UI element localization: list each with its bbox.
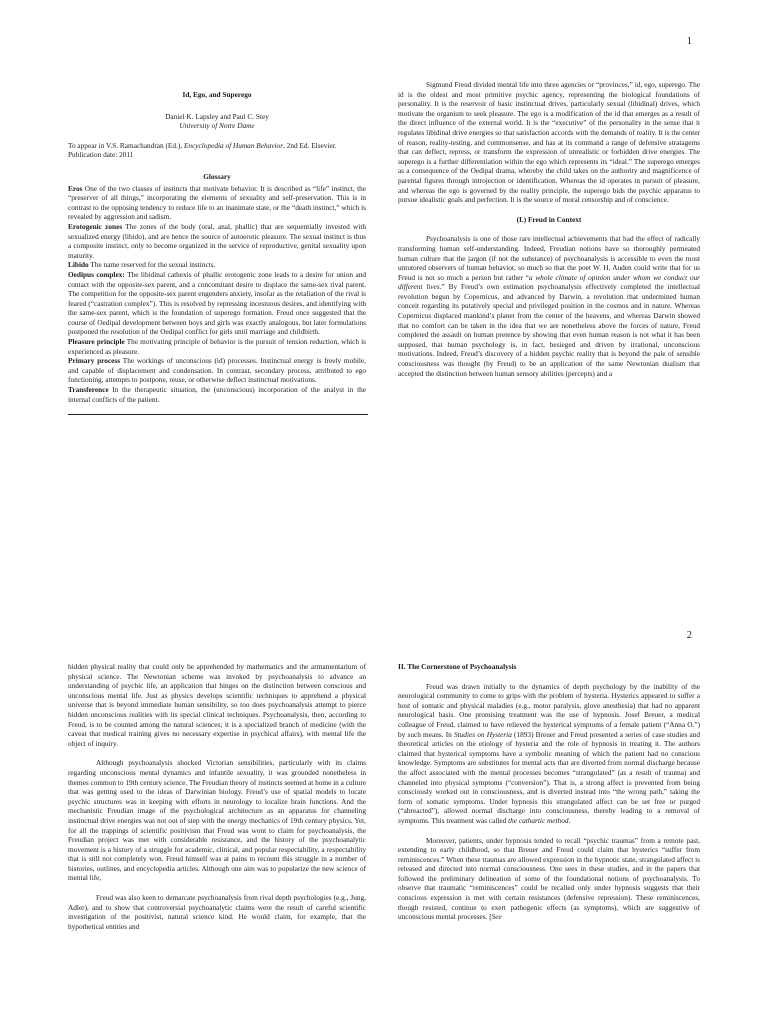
glossary-definition: In the therapeutic situation, the (unconscious) incorporation of the analyst in the internal conflicts of the patient. bbox=[68, 385, 366, 404]
section-heading: (I.) Freud in Context bbox=[516, 214, 582, 224]
intro-paragraph: Sigmund Freud divided mental life into three agencies or “provinces,” id, ego, superego. The id is the oldest and most primitive psychic agency, representing the biological foundations of personality. It is the reservoir of basic instinctual drives, particularly sexual (libidinal) drives, which motivate the organism to seek pleasure. The ego is a modification of the id that emerges as a result of the direct influence of the external world. It is the “executive” of the personality in the sense that it regulates libidinal drive energies so that satisfaction accords with the demands of reality. It is the center of reason, reality-testing, and commonsense, and has at its command a range of defensive stratagems that can deflect, repress, or transform the expression of unrealistic or forbidden drive energies. The superego is a further differentiation within the ego which represents its “ideal.” The superego emerges as a consequence of the Oedipal drama, whereby the child takes on the authority and magnificence of parental figures through introjection or identification. Whereas the id operates in pursuit of pleasure, and whereas the ego is governed by the reality principle, the superego bids the psychic apparatus to pursue idealistic goals and perfection. It is the source of moral censorship and of conscience. bbox=[398, 80, 700, 205]
article-title: Id, Ego, and Superego bbox=[182, 90, 252, 99]
left-column bbox=[68, 662, 366, 931]
glossary-heading: Glossary bbox=[203, 171, 231, 181]
left-column bbox=[68, 80, 366, 415]
publication-book-title: Encyclopedia of Human Behavior bbox=[183, 140, 284, 150]
glossary-term: Libido bbox=[68, 260, 89, 270]
glossary-entry bbox=[68, 270, 366, 337]
see-reference: See bbox=[491, 912, 502, 922]
body-paragraph bbox=[398, 234, 700, 378]
glossary-definition: The motivating principle of behavior is the pursuit of tension reduction, which is experienced as pleasure. bbox=[68, 337, 366, 356]
paragraph-text: Freud was drawn initially to the dynamics of depth psychology by the inability of the neurological community to come to grips with the problem of hysteria. Hysterics appeared to suffer a host of somatic and physical maladies (e.g., motor paralysis, glove anesthesia) that had no apparent neurological basis. One promising treatment was the use of hypnosis. Josef Breuer, a medical colleague of Freud, claimed to have relieved the hysterical symptoms of a female patient (“Anna O.”) by such means. In bbox=[398, 681, 700, 739]
affiliation: University of Notre Dame bbox=[179, 121, 255, 131]
glossary-term: Pleasure principle bbox=[68, 337, 125, 347]
glossary-entry bbox=[68, 356, 366, 385]
body-paragraph: Although psychoanalysis shocked Victorian sensibilities, particularly with its claims regarding unconscious mental dynamics and infantile sexuality, it was grounded nonetheless in themes common to 19th century science. The Freudian theory of instincts seemed at home in a culture that was getting used to the ideas of Darwinian biology. Freud’s use of spatial models to locate psychic structures was in keeping with efforts in neurology to localize brain functions. And the mechanistic Freudian image of the psychological architecture as an apparatus for channeling instinctual drive energies was not out of step with the energy mechanics of 19th century physics. Yet, for all the trappings of scientific positivism that Freud was wont to claim for psychoanalysis, the Freudian project was met with considerable resistance, and the history of the psychoanalytic movement is a history of a struggle for academic, clinical, and popular respectability, a respectability that is still not completely won. Freud himself was at pains to recount this struggle in a number of histories, outlines, and encyclopedia articles. Although one aim was to popularize the new science of mental life, bbox=[68, 758, 366, 883]
glossary-definition: The name reserved for the sexual instincts. bbox=[88, 260, 216, 270]
glossary-term: Primary process bbox=[68, 356, 121, 366]
body-paragraph: hidden physical reality that could only be apprehended by mathematics and the armamentarium of physical science. The Newtonian scheme was invoked by psychoanalysis to advance an understanding of psychic life, an application that hinges on the distinction between conscious and unconscious mental life. Just as physics develops scientific techniques to apprehend a physical universe that is beyond immediate human sensibility, so too does psychoanalysis attempt to pierce hidden unconscious realities with its special clinical techniques. Psychoanalysis, then, according to Freud, is to be counted among the natural sciences; it is a specialized branch of medicine (with the caveat that medical training gives no necessary expertise in psychical affairs), with mental life the object of inquiry. bbox=[68, 662, 366, 748]
body-paragraph bbox=[398, 682, 700, 826]
glossary-definition: One of the two classes of instincts that motivate behavior. It is described as “life” instinct, the “preserver of all things,” incorporating the elements of sexuality and self-preservation. This is in contrast to the opposing tendency to reduce life to an inanimate state, or the “death instinct,” which is revealed by aggression and sadism. bbox=[68, 183, 366, 222]
authors: Daniel K. Lapsley and Paul C. Stey bbox=[165, 111, 269, 121]
publication-note-suffix: , 2nd Ed. Elsevier. Publication date: 2011 bbox=[68, 140, 337, 160]
paragraph-text: .” By Freud’s own estimation psychoanalysis effectively completed the intellectual revolution begun by Copernicus, and advanced by Darwin, a revolution that undermined human conceit regarding its putatively special and privileged position in the cosmos and in nature. Whereas Copernicus displaced mankind’s planet from the center of the heavens, and whereas Darwin showed that no comfort can be taken in the idea that we are nonetheless above the forces of nature, Freud completed the assault on human pretence by showing that even human reason is not what it has been supposed, that human psychology is, in fact, besieged and driven by irrational, unconscious motivations. Indeed, Freud’s discovery of a hidden psychic reality that is beyond the pale of sensible consciousness was thought (by Freud) to be an application of the same Newtonian dualism that accepted the distinction between human sensory abilities (percepts) and a bbox=[398, 282, 700, 378]
paragraph-text: Psychoanalysis is one of those rare intellectual achievements that had the effect of radically transforming human self-understanding. Indeed, Freudian notions have so thoroughly permeated human culture that the jargon (if not the substance) of psychoanalysis is accessible to even the most untutored observers of human behavior, so much so that the poet W. H. Auden could write that for us Freud is not so much a person but rather “ bbox=[398, 234, 700, 282]
method-name: the cathartic method bbox=[508, 815, 569, 825]
body-paragraph bbox=[398, 836, 700, 922]
paragraph-text: Moreover, patients, under hypnosis tended to recall “psychic traumas” from a remote past, extending to early childhood, so that Breuer and Freud could claim that hysterics “suffer from reminiscences.” When these traumas are allowed expression in the hypnotic state, strangulated affect is released and directed into normal consciousness. One sees in these studies, and in the papers that followed the preliminary delineation of some of the foundational notions of psychoanalysis. To observe that traumatic “reminiscences” could be recalled only under hypnosis suggests that their conscious expression is met with certain resistances (defensive repression). These reminiscences, though resisted, continue to exert pathogenic effects (as symptoms), which are suggestive of unconscious mental processes. [ bbox=[398, 835, 700, 922]
document-page-2 bbox=[0, 612, 768, 1024]
glossary-definition: The workings of unconscious (id) processes. Instinctual energy is freely mobile, and capable of displacement and condensation. In contrast, secondary process, attributed to ego functioning, attempts to postpone, reuse, or otherwise deflect instinctual motivations. bbox=[68, 356, 366, 385]
section-heading: II. The Cornerstone of Psychoanalysis bbox=[398, 662, 517, 671]
glossary-definition: The zones of the body (oral, anal, phallic) that are sequentially invested with sexualized energy (libido), and are hence the source of autoerotic pleasure. The sexual instinct is thus a composite instinct, only to become organized in the service of reproductive, genital sexuality upon maturity. bbox=[68, 221, 367, 260]
glossary-entry bbox=[68, 337, 366, 356]
paragraph-gap bbox=[398, 826, 700, 836]
glossary-entry bbox=[68, 385, 366, 404]
body-paragraph: Freud was also keen to demarcate psychoanalysis from rival depth psychologies (e.g., Jung, Adler), and to show that controversial psychoanalytic claims were the result of careful scientific investigation of the positivist, natural science kind. He would claim, for example, that the hypothetical entities and bbox=[68, 893, 366, 931]
paragraph-gap bbox=[68, 883, 366, 893]
right-column bbox=[398, 80, 700, 378]
auden-quote: a whole climate of opinion under whom we conduct our different lives bbox=[398, 272, 700, 292]
paragraph-text: (1893) Breuer and Freud presented a series of case studies and theoretical articles on the etiology of hysteria and the role of hypnosis in treating it. The authors claimed that hysterical symptoms have a symbolic meaning of which the patient had no conscious knowledge. Symptoms are substitutes for mental acts that are diverted from normal discharge because the affect associated with the mental processes becomes “strangulated” (as a result of trauma) and channeled into physical symptoms (“conversion”). That is, a strong affect is prevented from being consciously worked out in consciousness, and is diverted instead into “the wrong path,” taking the form of somatic symptoms. Under hypnosis this strangulated affect can be set free or purged (“abreacted”), allowed normal discharge into consciousness, thereby leading to a removal of symptoms. This treatment was called bbox=[398, 729, 701, 825]
glossary-term: Eros bbox=[68, 183, 83, 193]
paragraph-text: . bbox=[568, 815, 571, 825]
publication-note bbox=[68, 141, 366, 160]
right-column bbox=[398, 662, 700, 922]
glossary-divider bbox=[68, 414, 368, 415]
paragraph-gap bbox=[68, 748, 366, 758]
glossary-entry bbox=[68, 260, 366, 270]
glossary-entry bbox=[68, 222, 366, 260]
glossary-term: Erotogenic zones bbox=[68, 221, 123, 231]
publication-note-prefix: To appear in V.S. Ramachandran (Ed.), bbox=[68, 140, 183, 150]
glossary-entry bbox=[68, 184, 366, 222]
page-number: 2 bbox=[686, 630, 692, 641]
glossary-term: Transference bbox=[68, 385, 109, 395]
glossary-definition: The libidinal cathexis of phallic erotogenic zone leads to a desire for union and contact with the opposite-sex parent, and a concomitant desire to displace the same-sex rival parent. The competition for the opposite-sex parent engenders anxiety, insofar as the retaliation of the rival is feared (“castration complex”). This is resolved by repressing incestuous desires, and identifying with the same-sex parent, which is the foundation of superego formation. Freud once suggested that the course of Oedipal development between boys and girls was exactly analogous, but later formulations postponed the resolution of the Oedipal conflict for girls until marriage and childbirth. bbox=[68, 269, 366, 337]
book-title: Studies on Hysteria bbox=[453, 729, 512, 739]
page-number: 1 bbox=[686, 36, 692, 47]
glossary-term: Oedipus complex: bbox=[68, 269, 125, 279]
